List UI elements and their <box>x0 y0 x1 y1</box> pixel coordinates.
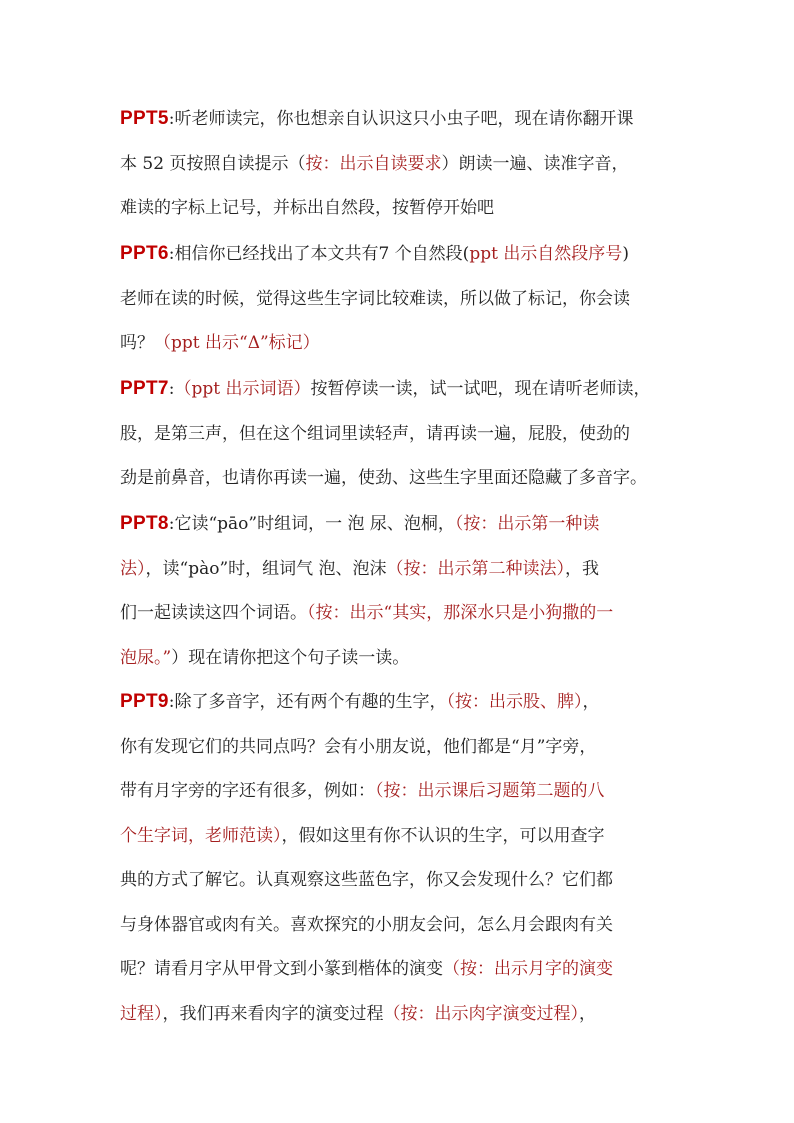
slide-tag: PPT7 <box>120 378 169 399</box>
text-line <box>120 1000 596 1028</box>
body-text: 吗？ <box>120 333 154 353</box>
body-text: :它读“pāo”时组词，一 泡 尿、泡桐， <box>168 514 455 534</box>
body-text: ， <box>582 692 600 712</box>
instruction-note: 按：出示自读要求 <box>305 153 442 174</box>
body-text: 老师在读的时候，觉得这些生字词比较难读，所以做了标记，你会读 <box>120 288 630 309</box>
body-text: :相信你已经找出了本文共有7 个自然段( <box>168 244 470 264</box>
text-line <box>120 194 494 222</box>
text-line <box>120 420 630 448</box>
text-line <box>120 105 633 133</box>
instruction-note: 个生字词，老师范读） <box>120 825 282 846</box>
body-text: 带有月字旁的字还有很多，例如： <box>120 781 375 801</box>
text-line <box>120 599 613 627</box>
instruction-note: （按：出示第二种读法） <box>386 558 566 579</box>
text-line <box>120 555 599 583</box>
text-line <box>120 866 613 894</box>
instruction-note: （ppt 出示词语） <box>174 379 311 399</box>
instruction-note: （按：出示月字的演变 <box>443 959 613 979</box>
text-line <box>120 777 605 805</box>
body-text: ) <box>622 244 629 264</box>
body-text: 呢？请看月字从甲骨文到小篆到楷体的演变 <box>120 959 443 979</box>
body-text: 按暂停读一读，试一试吧，现在请听老师读， <box>310 379 651 399</box>
body-text: ，我们再来看肉字的演变过程 <box>162 1003 384 1024</box>
text-line <box>120 329 320 357</box>
body-text: ，我 <box>565 558 600 579</box>
body-text: 你有发现它们的共同点吗？会有小朋友说，他们都是“月”字旁， <box>120 736 597 757</box>
text-line <box>120 240 629 268</box>
body-text: : <box>168 379 175 399</box>
text-line <box>120 375 650 403</box>
body-text: ，假如这里有你不认识的生字，可以用查字 <box>281 825 605 846</box>
body-text: 劲是前鼻音，也请你再读一遍，使劲、这些生字里面还隐藏了多音字。 <box>120 468 647 488</box>
instruction-note: 泡尿。” <box>120 647 172 668</box>
instruction-note: ppt 出示自然段序号 <box>469 244 623 264</box>
text-line <box>120 733 596 761</box>
text-line <box>120 150 628 178</box>
text-line <box>120 285 630 313</box>
text-line <box>120 911 613 939</box>
instruction-note: （按：出示课后习题第二题的八 <box>375 781 605 801</box>
instruction-note: （按：出示肉字演变过程） <box>383 1003 579 1024</box>
body-text: ， <box>579 1003 596 1024</box>
body-text: 与身体器官或肉有关。喜欢探究的小朋友会问，怎么月会跟肉有关 <box>120 914 613 935</box>
body-text: 们一起读读这四个词语。 <box>120 603 307 623</box>
text-line <box>120 955 613 983</box>
body-text: :听老师读完，你也想亲自认识这只小虫子吧，现在请你翻开课 <box>168 109 634 129</box>
body-text: 股，是第三声，但在这个组词里读轻声，请再读一遍，屁股，使劲的 <box>120 423 630 444</box>
instruction-note: （按：出示第一种读 <box>454 514 600 534</box>
slide-tag: PPT8 <box>120 513 169 534</box>
body-text: ）朗读一遍、读准字音， <box>441 153 629 174</box>
body-text: :除了多音字，还有两个有趣的生字， <box>168 692 447 712</box>
body-text: 典的方式了解它。认真观察这些蓝色字，你又会发现什么？它们都 <box>120 870 613 890</box>
instruction-note: （ppt 出示“Δ”标记） <box>154 333 320 353</box>
body-text: ，读“pào”时，组词气 泡、泡沫 <box>145 558 387 579</box>
instruction-note: （按：出示“其实，那深水只是小狗撒的一 <box>307 603 614 623</box>
body-text: 本 52 页按照自读提示（ <box>120 153 306 174</box>
slide-tag: PPT9 <box>120 691 169 712</box>
instruction-note: 过程） <box>120 1003 163 1024</box>
text-line <box>120 510 599 538</box>
text-line <box>120 644 409 672</box>
body-text: 难读的字标上记号，并标出自然段，按暂停开始吧 <box>120 198 494 218</box>
slide-tag: PPT5 <box>120 108 169 129</box>
text-line <box>120 464 647 492</box>
slide-tag: PPT6 <box>120 243 169 264</box>
text-line <box>120 822 605 850</box>
instruction-note: （按：出示股、脾） <box>446 692 583 712</box>
body-text: ）现在请你把这个句子读一读。 <box>171 647 410 668</box>
instruction-note: 法） <box>120 558 146 579</box>
text-line <box>120 688 599 716</box>
